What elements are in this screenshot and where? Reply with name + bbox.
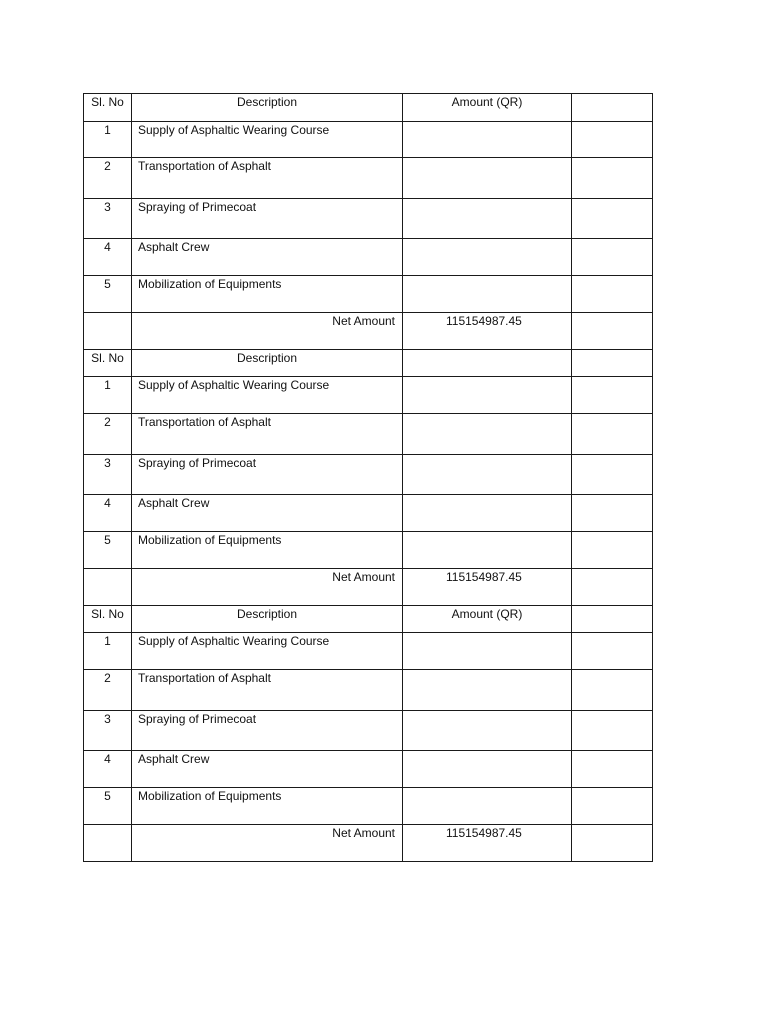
header-extra <box>572 350 653 377</box>
table-row <box>84 751 653 788</box>
table-row <box>84 532 653 569</box>
row-extra <box>572 788 653 825</box>
row-slno: 1 <box>84 633 132 670</box>
row-amount <box>403 633 572 670</box>
header-amount: Amount (QR) <box>403 94 572 122</box>
row-slno: 5 <box>84 532 132 569</box>
net-amount-value: 115154987.45 <box>403 825 572 862</box>
row-description: Supply of Asphaltic Wearing Course <box>132 633 403 670</box>
table-row <box>84 414 653 455</box>
row-description: Asphalt Crew <box>132 239 403 276</box>
table-row <box>84 455 653 495</box>
header-row <box>84 94 653 122</box>
net-extra <box>572 825 653 862</box>
row-slno: 1 <box>84 377 132 414</box>
row-description: Spraying of Primecoat <box>132 711 403 751</box>
row-amount <box>403 788 572 825</box>
row-slno: 2 <box>84 158 132 199</box>
row-amount <box>403 495 572 532</box>
header-description: Description <box>132 606 403 633</box>
row-description: Mobilization of Equipments <box>132 788 403 825</box>
net-amount-label: Net Amount <box>132 569 403 606</box>
net-amount-value: 115154987.45 <box>403 313 572 350</box>
net-slno-empty <box>84 569 132 606</box>
row-extra <box>572 377 653 414</box>
header-description: Description <box>132 350 403 377</box>
header-amount <box>403 350 572 377</box>
row-extra <box>572 711 653 751</box>
row-extra <box>572 239 653 276</box>
row-description: Transportation of Asphalt <box>132 670 403 711</box>
header-slno: Sl. No <box>84 350 132 377</box>
row-slno: 5 <box>84 276 132 313</box>
net-amount-value: 115154987.45 <box>403 569 572 606</box>
net-amount-label: Net Amount <box>132 313 403 350</box>
row-description: Transportation of Asphalt <box>132 414 403 455</box>
header-slno: Sl. No <box>84 606 132 633</box>
row-amount <box>403 670 572 711</box>
row-description: Asphalt Crew <box>132 751 403 788</box>
row-amount <box>403 199 572 239</box>
row-amount <box>403 276 572 313</box>
header-row <box>84 606 653 633</box>
header-amount: Amount (QR) <box>403 606 572 633</box>
row-description: Spraying of Primecoat <box>132 199 403 239</box>
header-extra <box>572 606 653 633</box>
row-description: Mobilization of Equipments <box>132 276 403 313</box>
row-slno: 4 <box>84 751 132 788</box>
row-extra <box>572 633 653 670</box>
table-row <box>84 158 653 199</box>
row-slno: 4 <box>84 495 132 532</box>
net-extra <box>572 569 653 606</box>
net-amount-label: Net Amount <box>132 825 403 862</box>
net-slno-empty <box>84 825 132 862</box>
row-amount <box>403 377 572 414</box>
row-extra <box>572 414 653 455</box>
row-extra <box>572 751 653 788</box>
row-extra <box>572 158 653 199</box>
net-amount-row <box>84 313 653 350</box>
row-extra <box>572 532 653 569</box>
row-description: Transportation of Asphalt <box>132 158 403 199</box>
row-slno: 3 <box>84 711 132 751</box>
row-description: Spraying of Primecoat <box>132 455 403 495</box>
net-extra <box>572 313 653 350</box>
row-description: Mobilization of Equipments <box>132 532 403 569</box>
row-amount <box>403 751 572 788</box>
row-amount <box>403 122 572 158</box>
row-extra <box>572 199 653 239</box>
row-extra <box>572 455 653 495</box>
table-row <box>84 377 653 414</box>
net-amount-row <box>84 569 653 606</box>
row-slno: 3 <box>84 199 132 239</box>
row-amount <box>403 711 572 751</box>
cost-table <box>83 93 653 862</box>
table-row <box>84 711 653 751</box>
row-slno: 4 <box>84 239 132 276</box>
table-row <box>84 276 653 313</box>
row-description: Asphalt Crew <box>132 495 403 532</box>
row-amount <box>403 158 572 199</box>
row-slno: 2 <box>84 670 132 711</box>
row-slno: 1 <box>84 122 132 158</box>
row-extra <box>572 122 653 158</box>
net-amount-row <box>84 825 653 862</box>
row-slno: 2 <box>84 414 132 455</box>
row-extra <box>572 495 653 532</box>
table-row <box>84 670 653 711</box>
header-row <box>84 350 653 377</box>
row-amount <box>403 239 572 276</box>
row-extra <box>572 670 653 711</box>
row-amount <box>403 532 572 569</box>
net-slno-empty <box>84 313 132 350</box>
table-row <box>84 199 653 239</box>
header-description: Description <box>132 94 403 122</box>
header-extra <box>572 94 653 122</box>
table-row <box>84 495 653 532</box>
row-description: Supply of Asphaltic Wearing Course <box>132 377 403 414</box>
table-row <box>84 122 653 158</box>
row-extra <box>572 276 653 313</box>
row-description: Supply of Asphaltic Wearing Course <box>132 122 403 158</box>
header-slno: Sl. No <box>84 94 132 122</box>
table-row <box>84 788 653 825</box>
table-row <box>84 239 653 276</box>
table-row <box>84 633 653 670</box>
row-slno: 3 <box>84 455 132 495</box>
row-amount <box>403 455 572 495</box>
row-amount <box>403 414 572 455</box>
row-slno: 5 <box>84 788 132 825</box>
